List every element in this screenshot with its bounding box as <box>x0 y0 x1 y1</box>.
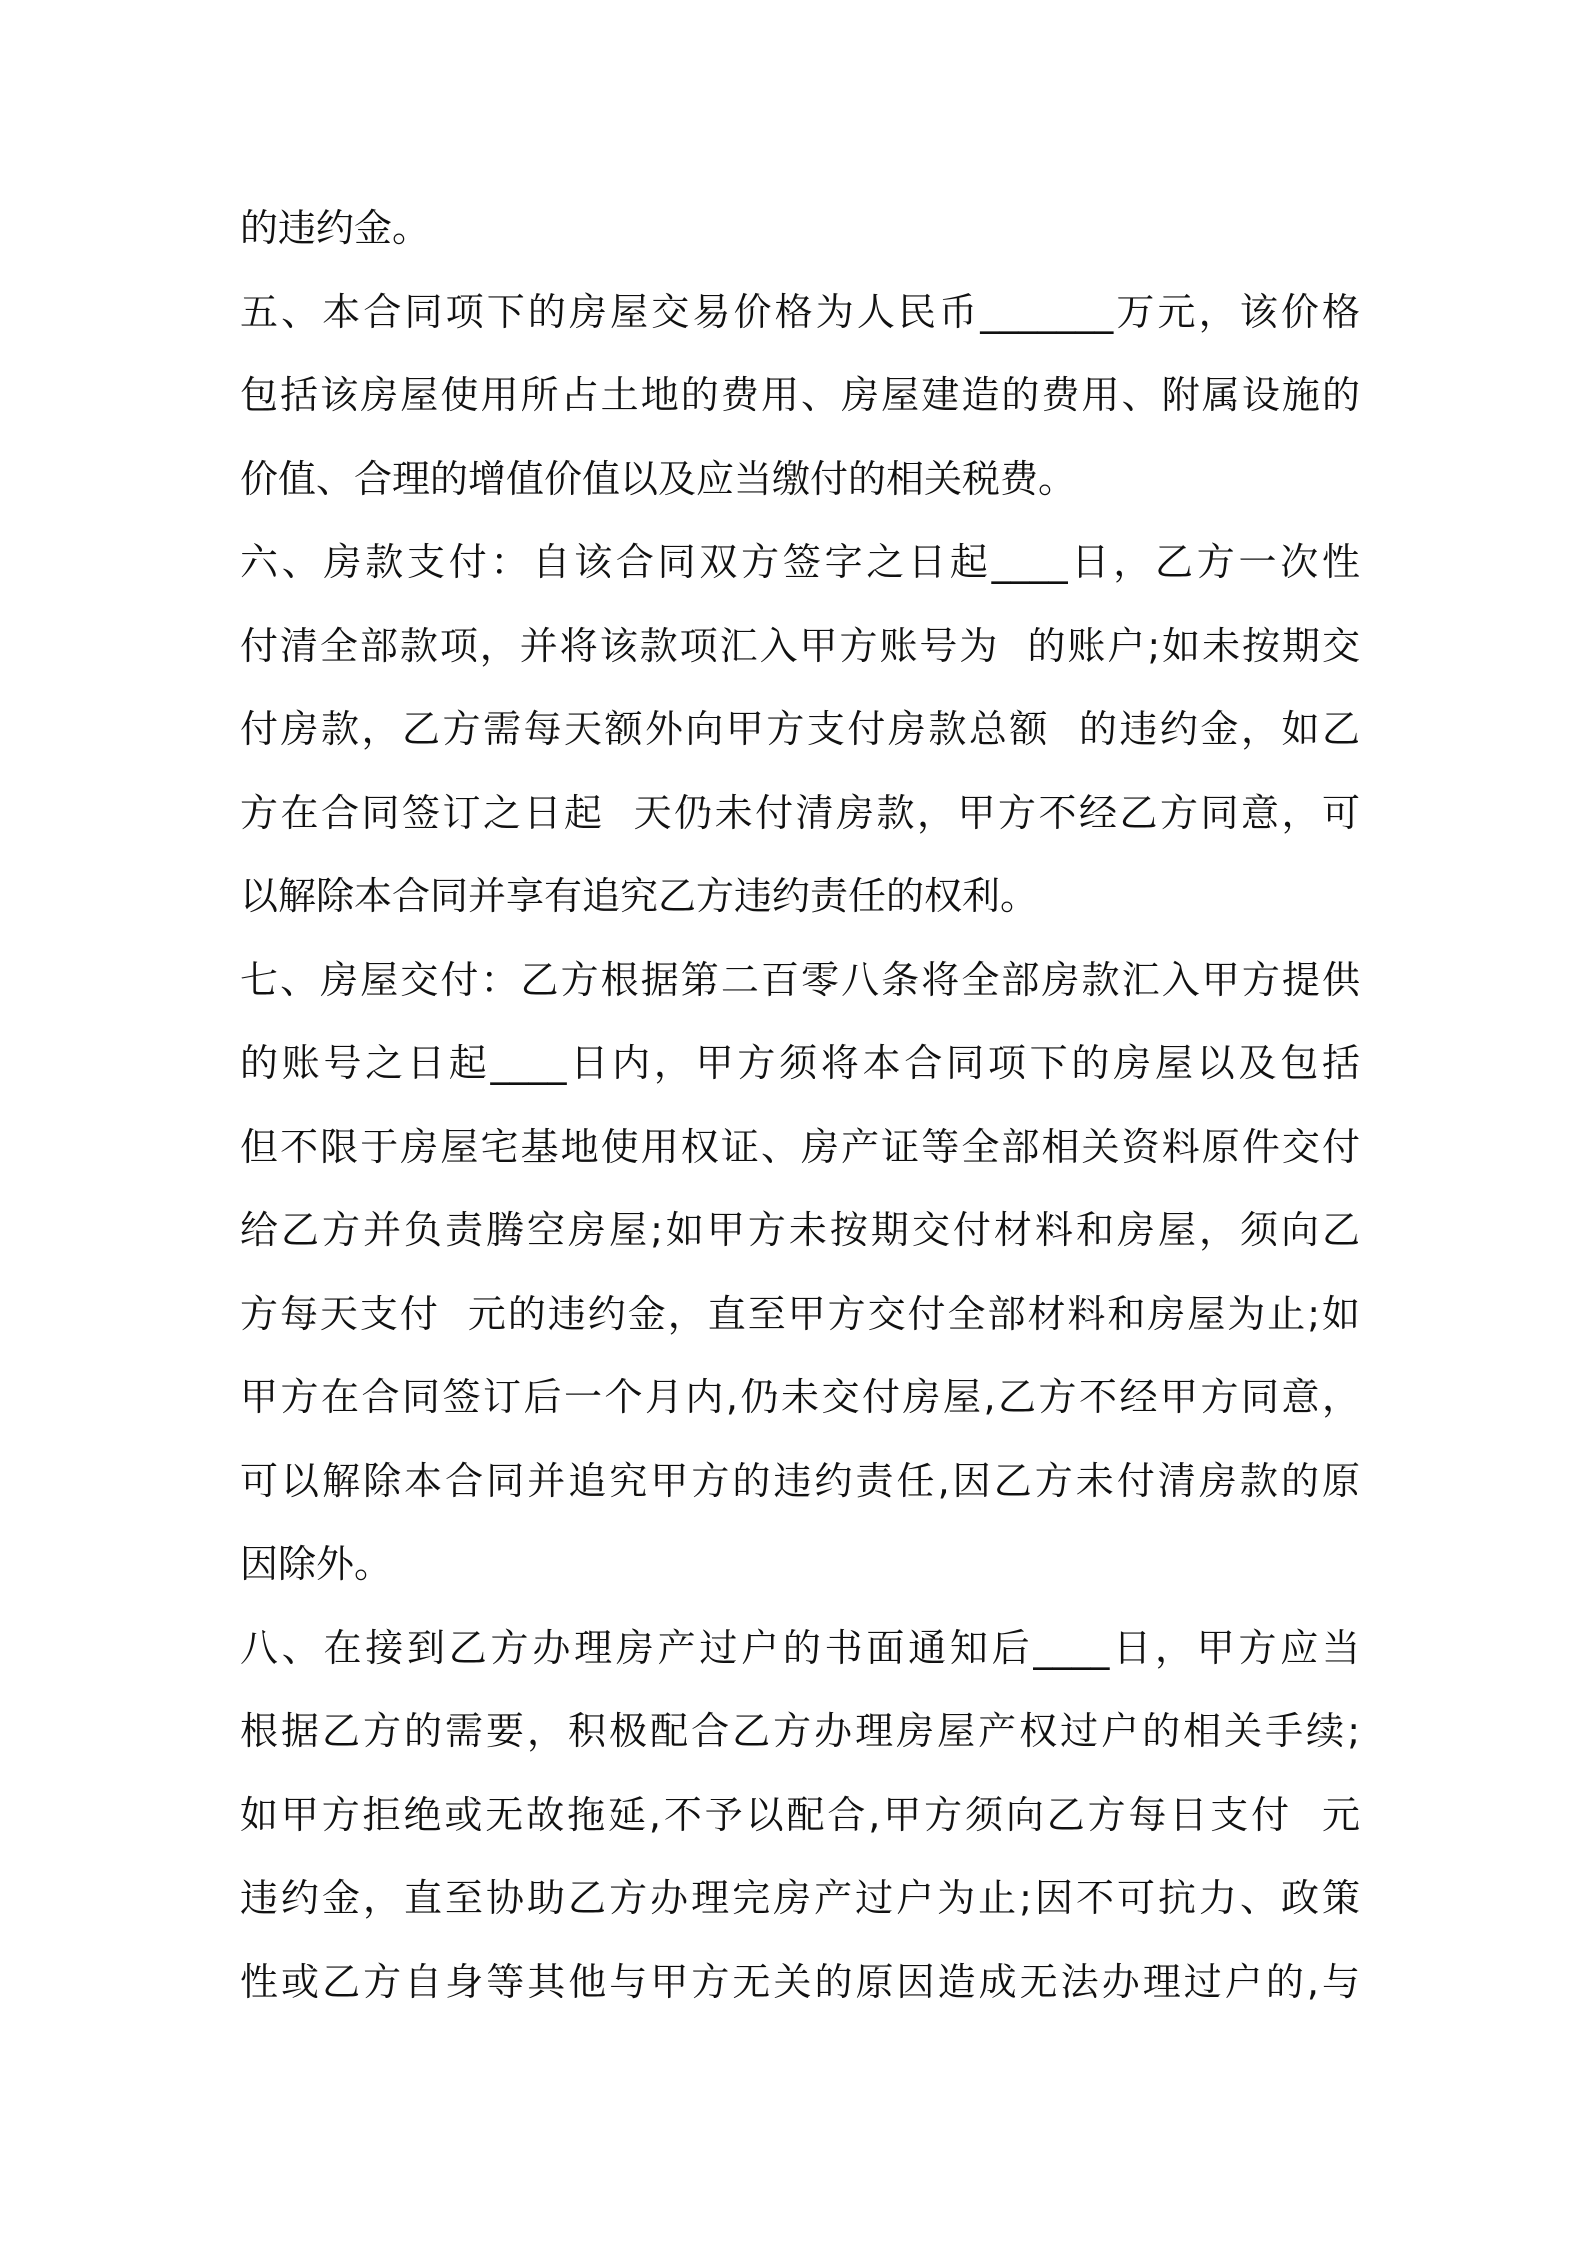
text-line: 五、本合同项下的房屋交易价格为人民币_______万元，该价格 <box>240 289 1360 334</box>
text-line: 甲方在合同签订后一个月内,仍未交付房屋,乙方不经甲方同意， <box>240 1375 1360 1419</box>
text-line: 可以解除本合同并追究甲方的违约责任,因乙方未付清房款的原 <box>240 1458 1360 1503</box>
text-line: 但不限于房屋宅基地使用权证、房产证等全部相关资料原件交付 <box>240 1124 1360 1169</box>
text-line: 给乙方并负责腾空房屋;如甲方未按期交付材料和房屋，须向乙 <box>240 1208 1360 1252</box>
text-line: 违约金，直至协助乙方办理完房产过户为止;因不可抗力、政策 <box>240 1876 1360 1920</box>
text-line: 以解除本合同并享有追究乙方违约责任的权利。 <box>240 874 1039 918</box>
text-line: 方在合同签订之日起 天仍未付清房款，甲方不经乙方同意，可 <box>240 790 1360 835</box>
text-line: 根据乙方的需要，积极配合乙方办理房屋产权过户的相关手续; <box>240 1709 1360 1753</box>
text-line: 如甲方拒绝或无故拖延,不予以配合,甲方须向乙方每日支付 元 <box>240 1792 1360 1837</box>
text-line: 付房款，乙方需每天额外向甲方支付房款总额 的违约金，如乙 <box>240 707 1360 751</box>
text-line: 包括该房屋使用所占土地的费用、房屋建造的费用、附属设施的 <box>240 373 1360 417</box>
text-line: 的账号之日起____日内，甲方须将本合同项下的房屋以及包括 <box>240 1041 1360 1085</box>
text-line: 付清全部款项，并将该款项汇入甲方账号为 的账户;如未按期交 <box>240 623 1360 668</box>
text-line: 因除外。 <box>240 1542 393 1586</box>
text-line: 八、在接到乙方办理房产过户的书面通知后____日，甲方应当 <box>240 1625 1360 1670</box>
contract-body <box>240 187 1360 2024</box>
text-line: 价值、合理的增值价值以及应当缴付的相关税费。 <box>240 456 1077 501</box>
text-line: 性或乙方自身等其他与甲方无关的原因造成无法办理过户的,与 <box>240 1959 1360 2004</box>
text-line: 七、房屋交付：乙方根据第二百零八条将全部房款汇入甲方提供 <box>240 957 1360 1002</box>
text-line: 六、房款支付：自该合同双方签字之日起____日，乙方一次性 <box>240 540 1360 584</box>
text-line: 的违约金。 <box>240 206 431 250</box>
text-line: 方每天支付 元的违约金，直至甲方交付全部材料和房屋为止;如 <box>240 1291 1360 1336</box>
